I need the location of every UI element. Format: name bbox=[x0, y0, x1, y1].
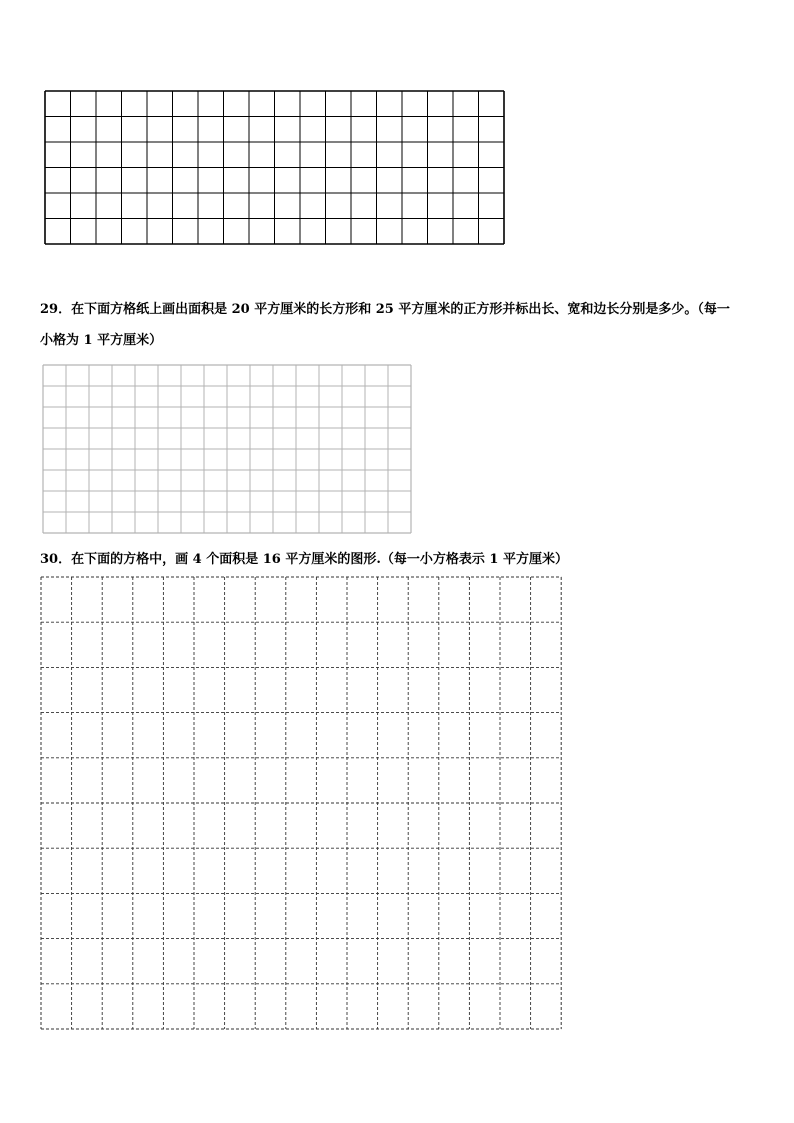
question-29-text-continued: 小格为 1 平方厘米） bbox=[40, 333, 163, 348]
top-square-grid bbox=[44, 90, 506, 246]
question-30-text: 30．在下面的方格中，画 4 个面积是 16 平方厘米的图形.（每一小方格表示 1 平方厘米） bbox=[40, 552, 568, 567]
question-29-grid-paper[interactable] bbox=[42, 364, 416, 536]
question-29-text: 29．在下面方格纸上画出面积是 20 平方厘米的长方形和 25 平方厘米的正方形并标出长、宽和边长分别是多少。（每一 bbox=[40, 302, 730, 317]
question-30-dashed-grid[interactable] bbox=[40, 576, 566, 1032]
